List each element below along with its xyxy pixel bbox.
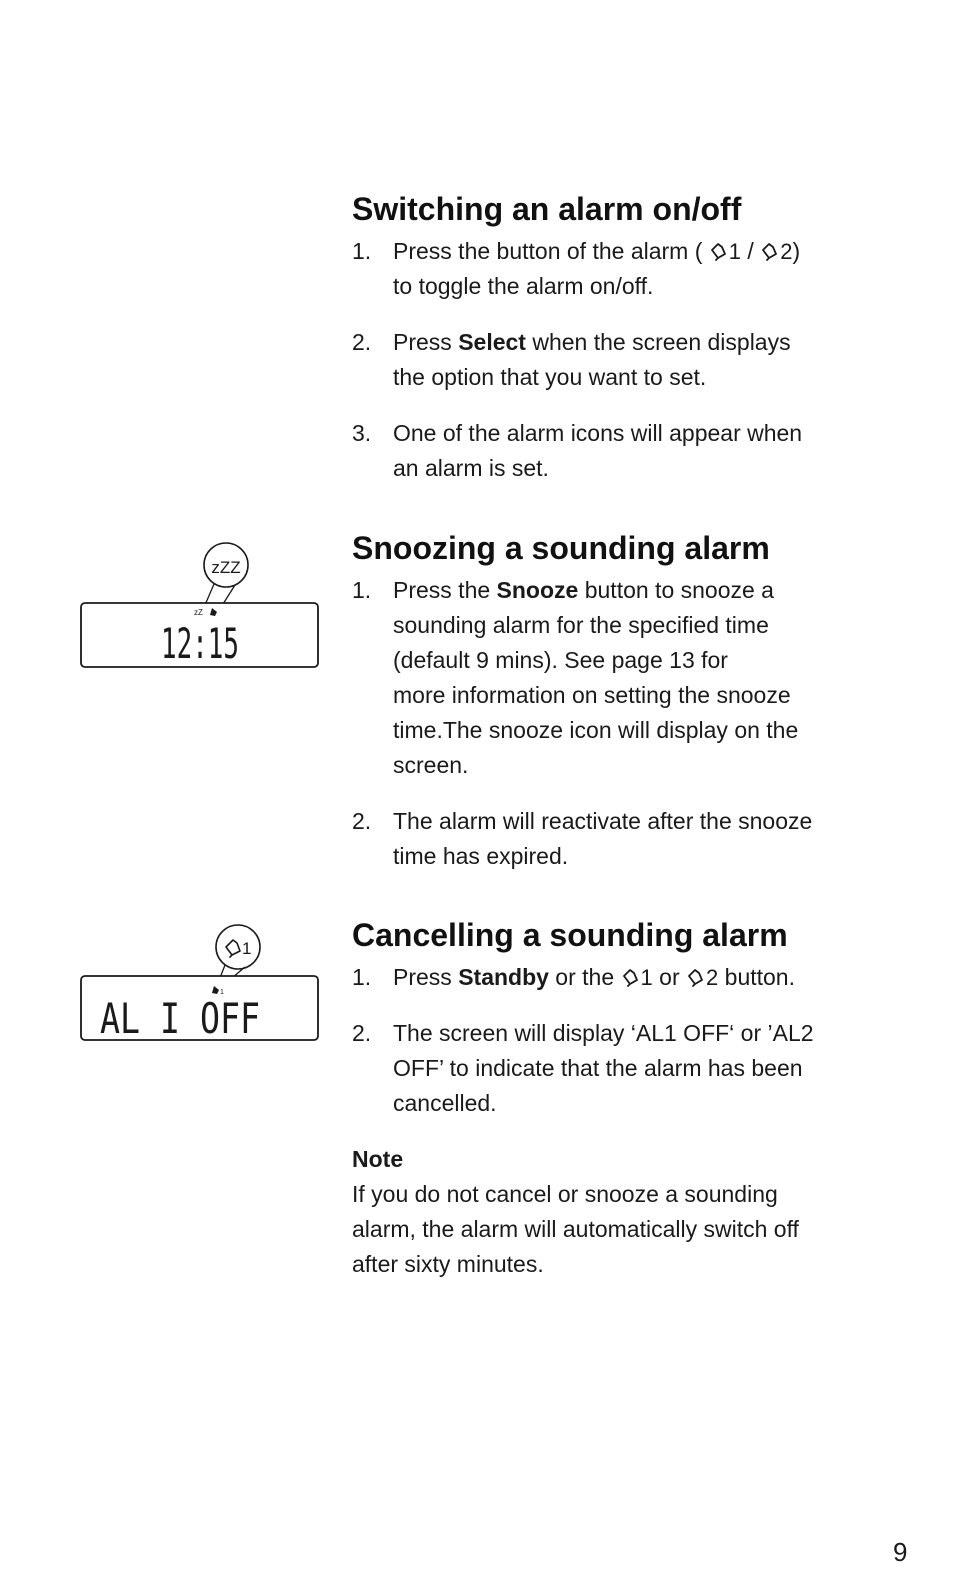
alarm-2-label: 2 <box>706 965 719 991</box>
lcd-mini-snooze-icon: zZ <box>194 608 203 617</box>
snooze-keyword: Snooze <box>496 577 579 604</box>
text: The alarm will reactivate after the snooze <box>393 808 813 835</box>
item-number: 3. <box>352 420 372 447</box>
text: Press <box>393 964 459 991</box>
text: Press <box>393 329 459 356</box>
list-item <box>352 573 862 783</box>
note-body <box>352 1177 862 1282</box>
alarm-1-label: 1 <box>640 965 653 991</box>
list-item <box>352 960 862 995</box>
item-number: 2. <box>352 1020 372 1047</box>
note-title: Note <box>352 1146 404 1173</box>
list-item <box>352 416 862 486</box>
text: Press the button of the alarm ( <box>393 238 709 265</box>
text: time has expired. <box>393 843 569 870</box>
alarm-bell-icon <box>760 241 780 261</box>
heading-snoozing: Snoozing a sounding alarm <box>352 530 770 566</box>
text: an alarm is set. <box>393 455 549 482</box>
text: cancelled. <box>393 1090 497 1117</box>
item-number: 1. <box>352 964 372 991</box>
alarm-bell-icon <box>621 967 641 987</box>
snooze-callout-text: zZZ <box>211 558 241 577</box>
lcd-time-digits: 12:15 <box>161 619 239 668</box>
list-switching <box>352 234 862 486</box>
text: alarm, the alarm will automatically switch off <box>352 1216 799 1243</box>
text: One of the alarm icons will appear when <box>393 420 803 447</box>
text: after sixty minutes. <box>352 1251 544 1278</box>
text: time.The snooze icon will display on the <box>393 717 799 744</box>
callout-alarm-number: 1 <box>242 939 252 958</box>
list-cancelling <box>352 960 862 1121</box>
text: button to snooze a <box>578 577 774 604</box>
note <box>352 1142 862 1282</box>
item-number: 1. <box>352 577 372 604</box>
text: to toggle the alarm on/off. <box>393 273 654 300</box>
list-item <box>352 804 862 874</box>
select-keyword: Select <box>458 329 526 356</box>
text: / <box>741 238 761 265</box>
text: more information on setting the snooze <box>393 682 791 709</box>
lcd-mini-alarm-number: 1 <box>220 989 224 996</box>
alarm-bell-icon <box>709 241 729 261</box>
section-snoozing <box>352 529 862 895</box>
alarm-2-label: 2 <box>780 239 793 265</box>
text: screen. <box>393 752 469 779</box>
alarm-bell-icon <box>686 967 706 987</box>
cancel-lcd-figure <box>70 918 330 1048</box>
text: ) <box>792 238 801 265</box>
text: the option that you want to set. <box>393 364 707 391</box>
list-item <box>352 325 862 395</box>
text: or the <box>548 964 621 991</box>
text: button. <box>718 964 795 991</box>
snooze-lcd-figure <box>70 535 330 675</box>
item-number: 2. <box>352 329 372 356</box>
text: or <box>652 964 687 991</box>
text: The screen will display ‘AL1 OFF‘ or ’AL2 <box>393 1020 814 1047</box>
text: Press the <box>393 577 497 604</box>
list-item <box>352 234 862 304</box>
section-cancelling <box>352 916 862 1282</box>
list-item <box>352 1016 862 1121</box>
list-snoozing <box>352 573 862 874</box>
item-number: 1. <box>352 238 372 265</box>
text: OFF’ to indicate that the alarm has been <box>393 1055 803 1082</box>
item-number: 2. <box>352 808 372 835</box>
text: If you do not cancel or snooze a sounding <box>352 1181 778 1208</box>
standby-keyword: Standby <box>458 964 549 991</box>
heading-cancelling: Cancelling a sounding alarm <box>352 917 788 953</box>
text: (default 9 mins). See page 13 for <box>393 647 728 674</box>
alarm-1-label: 1 <box>728 239 742 265</box>
heading-switching: Switching an alarm on/off <box>352 191 742 227</box>
lcd-alarm-off-text: AL I OFF <box>100 994 260 1043</box>
page-number: 9 <box>893 1537 908 1567</box>
text: sounding alarm for the specified time <box>393 612 769 639</box>
text: when the screen displays <box>525 329 791 356</box>
section-switching <box>352 190 862 507</box>
